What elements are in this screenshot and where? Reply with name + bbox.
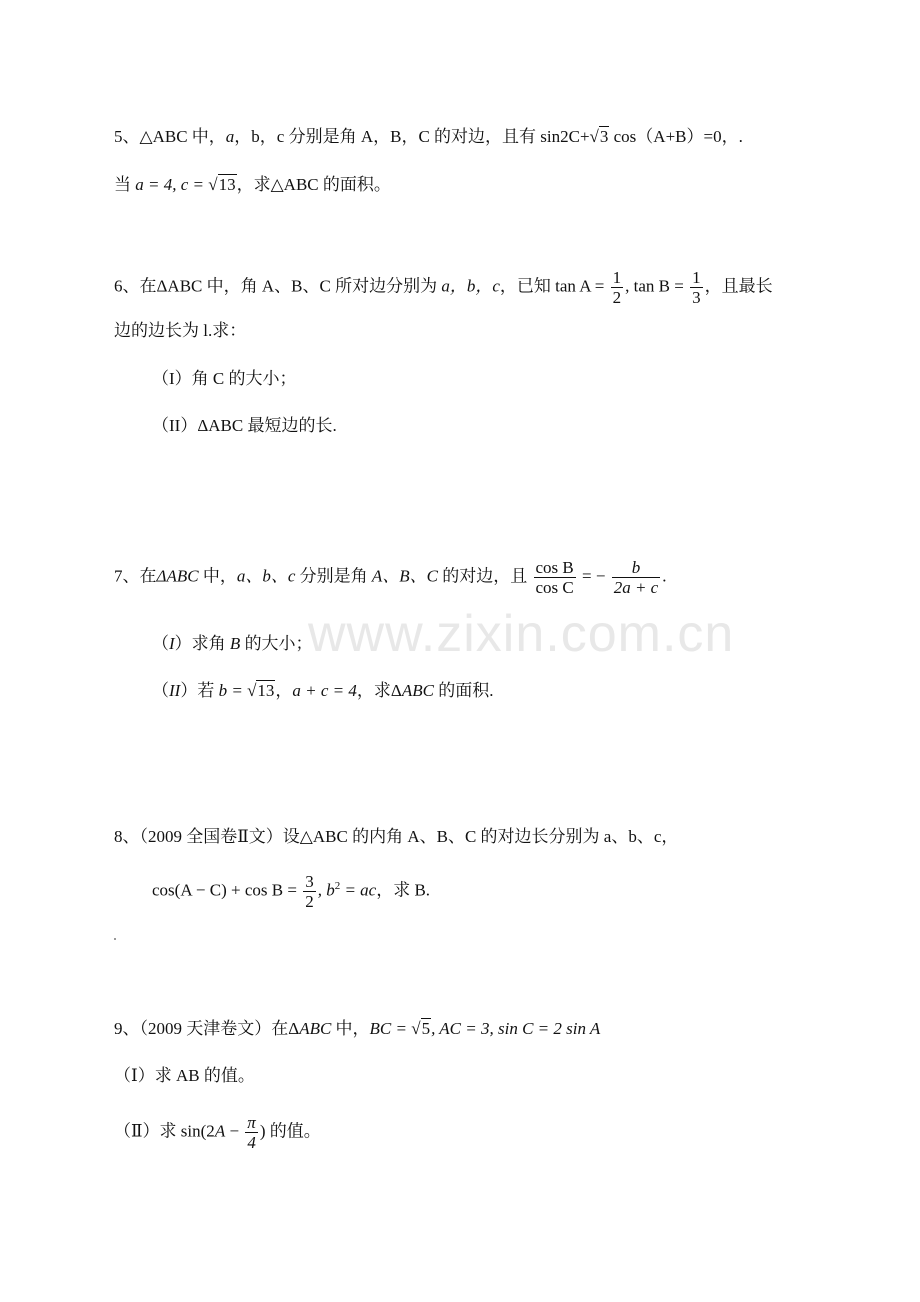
q6-tanA: tan A = xyxy=(555,276,609,296)
q7-text-a: 7、在 xyxy=(114,566,157,586)
q7-part2: （II）若 b = √13，a + c = 4，求ΔABC 的面积. xyxy=(152,681,494,700)
q6-text-c: ，且最长 xyxy=(704,276,773,296)
q7-frac-cos: $\frac{\text{cos B}}{\text{cos C}}$ xyxy=(535,558,574,597)
q9-sqrt5: √5 xyxy=(411,1019,431,1038)
q7-text-c: 分别是角 xyxy=(295,566,372,586)
q9-frac-pi: $\frac{\pi}{4}$ xyxy=(247,1113,256,1152)
watermark: www.zixin.com.cn xyxy=(308,605,735,663)
q7-tri: ΔABC xyxy=(156,566,199,586)
q5-line2 xyxy=(114,174,391,196)
q7-text-d: 的对边，且 xyxy=(438,566,532,586)
q7-part1: （I）求角 B 的大小； xyxy=(152,634,313,653)
q6-tanB: , tan B = xyxy=(625,276,689,296)
q5-sqrt13: √13 xyxy=(208,175,236,194)
q7-line1 xyxy=(114,558,666,597)
q5-var-a: a xyxy=(225,127,235,146)
q9-part1: （Ⅰ）求 AB 的值。 xyxy=(114,1066,255,1085)
q6-text-a: 6、在ΔABC 中，角 A、B、C 所对边分别为 xyxy=(114,276,442,296)
q5-when: 当 xyxy=(114,175,136,194)
q8-line2: cos(A − C) + cos B = $\frac{3}{2}$ , $b^2$ = ac，求 B. xyxy=(152,872,431,911)
q6-vars: a，b，c xyxy=(441,276,500,296)
q5-text-a: 5、△ABC 中， xyxy=(114,127,226,146)
q8-frac: $\frac{3}{2}$ xyxy=(305,872,314,911)
q6-frac-b: $\frac{1}{3}$ xyxy=(692,268,701,307)
q6-line2: 边的边长为 l.求： xyxy=(114,321,247,340)
q7-frac-b: $\frac{b}{2a + c}$ xyxy=(613,558,659,597)
q5-text-c: ，b，c 分别是角 A，B，C 的对边，且有 sin2C+ xyxy=(234,127,590,146)
stray-dot xyxy=(114,938,116,940)
q9-line1: 9、（2009 天津卷文）在ΔABC 中，BC = √5, AC = 3, sin C = 2 sin A xyxy=(114,1019,601,1038)
q6-part1: （I）角 C 的大小； xyxy=(152,369,297,388)
q5-ask: ，求△ABC 的面积。 xyxy=(236,175,391,194)
q5-math: a = 4, c = xyxy=(135,175,209,194)
q7-end: . xyxy=(662,566,667,586)
q5-sqrt3: √3 xyxy=(589,127,609,146)
q8-line1: 8、（2009 全国卷Ⅱ文）设△ABC 的内角 A、B、C 的对边长分别为 a、b、c， xyxy=(114,827,679,846)
q6-frac-a: $\frac{1}{2}$ xyxy=(612,268,622,307)
q7-sqrt13: √13 xyxy=(247,681,275,700)
q6-part2: （II）ΔABC 最短边的长. xyxy=(152,416,337,435)
q9-part2: （Ⅱ）求 sin(2A − $\frac{\pi}{4}$ ) 的值。 xyxy=(114,1113,321,1152)
q7-angles: A、B、C xyxy=(371,566,438,586)
q6-line1 xyxy=(114,268,773,307)
q7-vars: a、b、c xyxy=(236,566,296,586)
q5-line1 xyxy=(114,126,743,148)
q7-text-b: 中， xyxy=(198,566,237,586)
q6-text-b: ，已知 xyxy=(499,276,556,296)
q7-eq: = − xyxy=(577,566,610,586)
q5-text-d: cos（A+B）=0，. xyxy=(609,127,743,146)
